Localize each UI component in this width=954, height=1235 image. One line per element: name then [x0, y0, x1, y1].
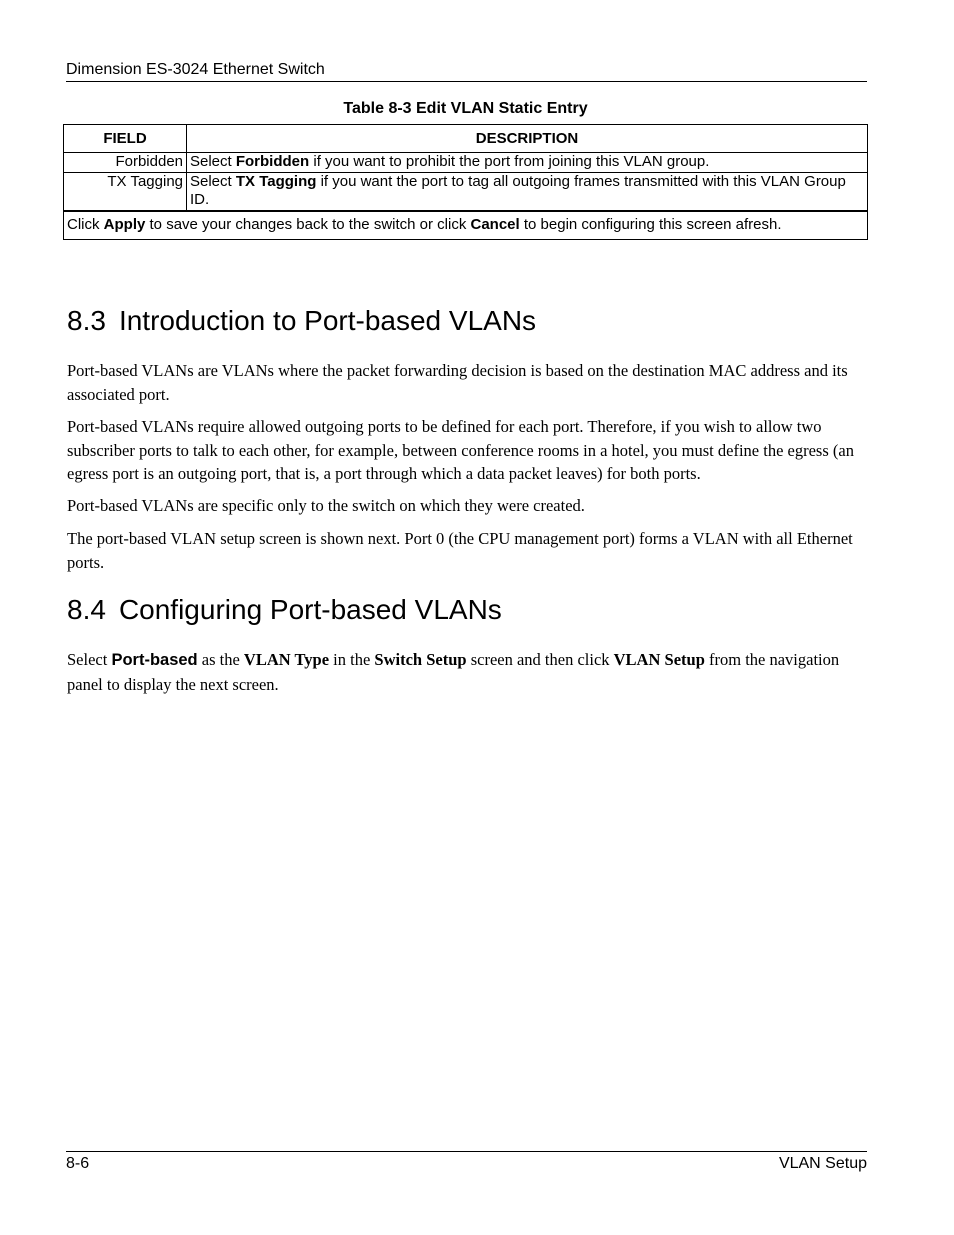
field-description: Select Forbidden if you want to prohibit the port from joining this VLAN group. — [187, 153, 868, 173]
paragraph: Port-based VLANs are specific only to the switch on which they were created. — [67, 496, 585, 515]
ui-term-vlan-type: VLAN Type — [243, 650, 330, 669]
bold-term: TX Tagging — [235, 173, 317, 190]
section-heading-8-3 — [67, 305, 536, 337]
running-header: Dimension ES-3024 Ethernet Switch — [66, 61, 867, 82]
section-heading-8-4 — [67, 594, 502, 626]
ui-term-port-based: Port-based — [111, 651, 198, 669]
running-footer — [66, 1151, 867, 1173]
field-description-table — [63, 124, 868, 240]
page-number: 8-6 — [66, 1155, 90, 1172]
section-number: 8.4 — [67, 594, 106, 625]
table-row — [64, 173, 868, 212]
field-description: Select TX Tagging if you want the port to tag all outgoing frames transmitted with this VLAN Group ID. — [187, 173, 868, 212]
chapter-title: VLAN Setup — [778, 1155, 867, 1172]
ui-term-vlan-setup: VLAN Setup — [613, 650, 705, 669]
table-row — [64, 153, 868, 173]
column-header-description: DESCRIPTION — [187, 125, 868, 153]
section-title: Introduction to Port-based VLANs — [118, 305, 537, 336]
section-title: Configuring Port-based VLANs — [118, 594, 502, 625]
section-number: 8.3 — [67, 305, 106, 336]
ui-term-switch-setup: Switch Setup — [374, 650, 467, 669]
field-name: TX Tagging — [64, 173, 187, 212]
paragraph: Port-based VLANs are VLANs where the packet forwarding decision is based on the destination MAC address and its associated port. — [67, 361, 848, 404]
paragraph: The port-based VLAN setup screen is shown next. Port 0 (the CPU management port) forms a VLAN with all Ethernet ports. — [67, 529, 853, 572]
bold-term-cancel: Cancel — [470, 216, 520, 233]
bold-term: Forbidden — [235, 153, 310, 170]
paragraph: Select Port-based as the VLAN Type in the Switch Setup screen and then click VLAN Setup from the navigation panel to display the next screen. — [67, 650, 840, 694]
bold-term-apply: Apply — [103, 216, 146, 233]
table-header-row — [64, 125, 868, 153]
table-caption: Table 8-3 Edit VLAN Static Entry — [343, 100, 588, 117]
paragraph: Port-based VLANs require allowed outgoing ports to be defined for each port. Therefore, if you wish to allow two subscriber ports to talk to each other, for example, between conference rooms in a hotel, you must define the egress (an egress port is an outgoing port, that is, a port through which a data packet leaves) for both ports. — [67, 417, 854, 483]
field-name: Forbidden — [64, 153, 187, 173]
table-footer-note: Click Apply to save your changes back to the switch or click Cancel to begin configuring this screen afresh. — [64, 211, 868, 240]
table-footer-row — [64, 211, 868, 240]
column-header-field: FIELD — [64, 125, 187, 153]
